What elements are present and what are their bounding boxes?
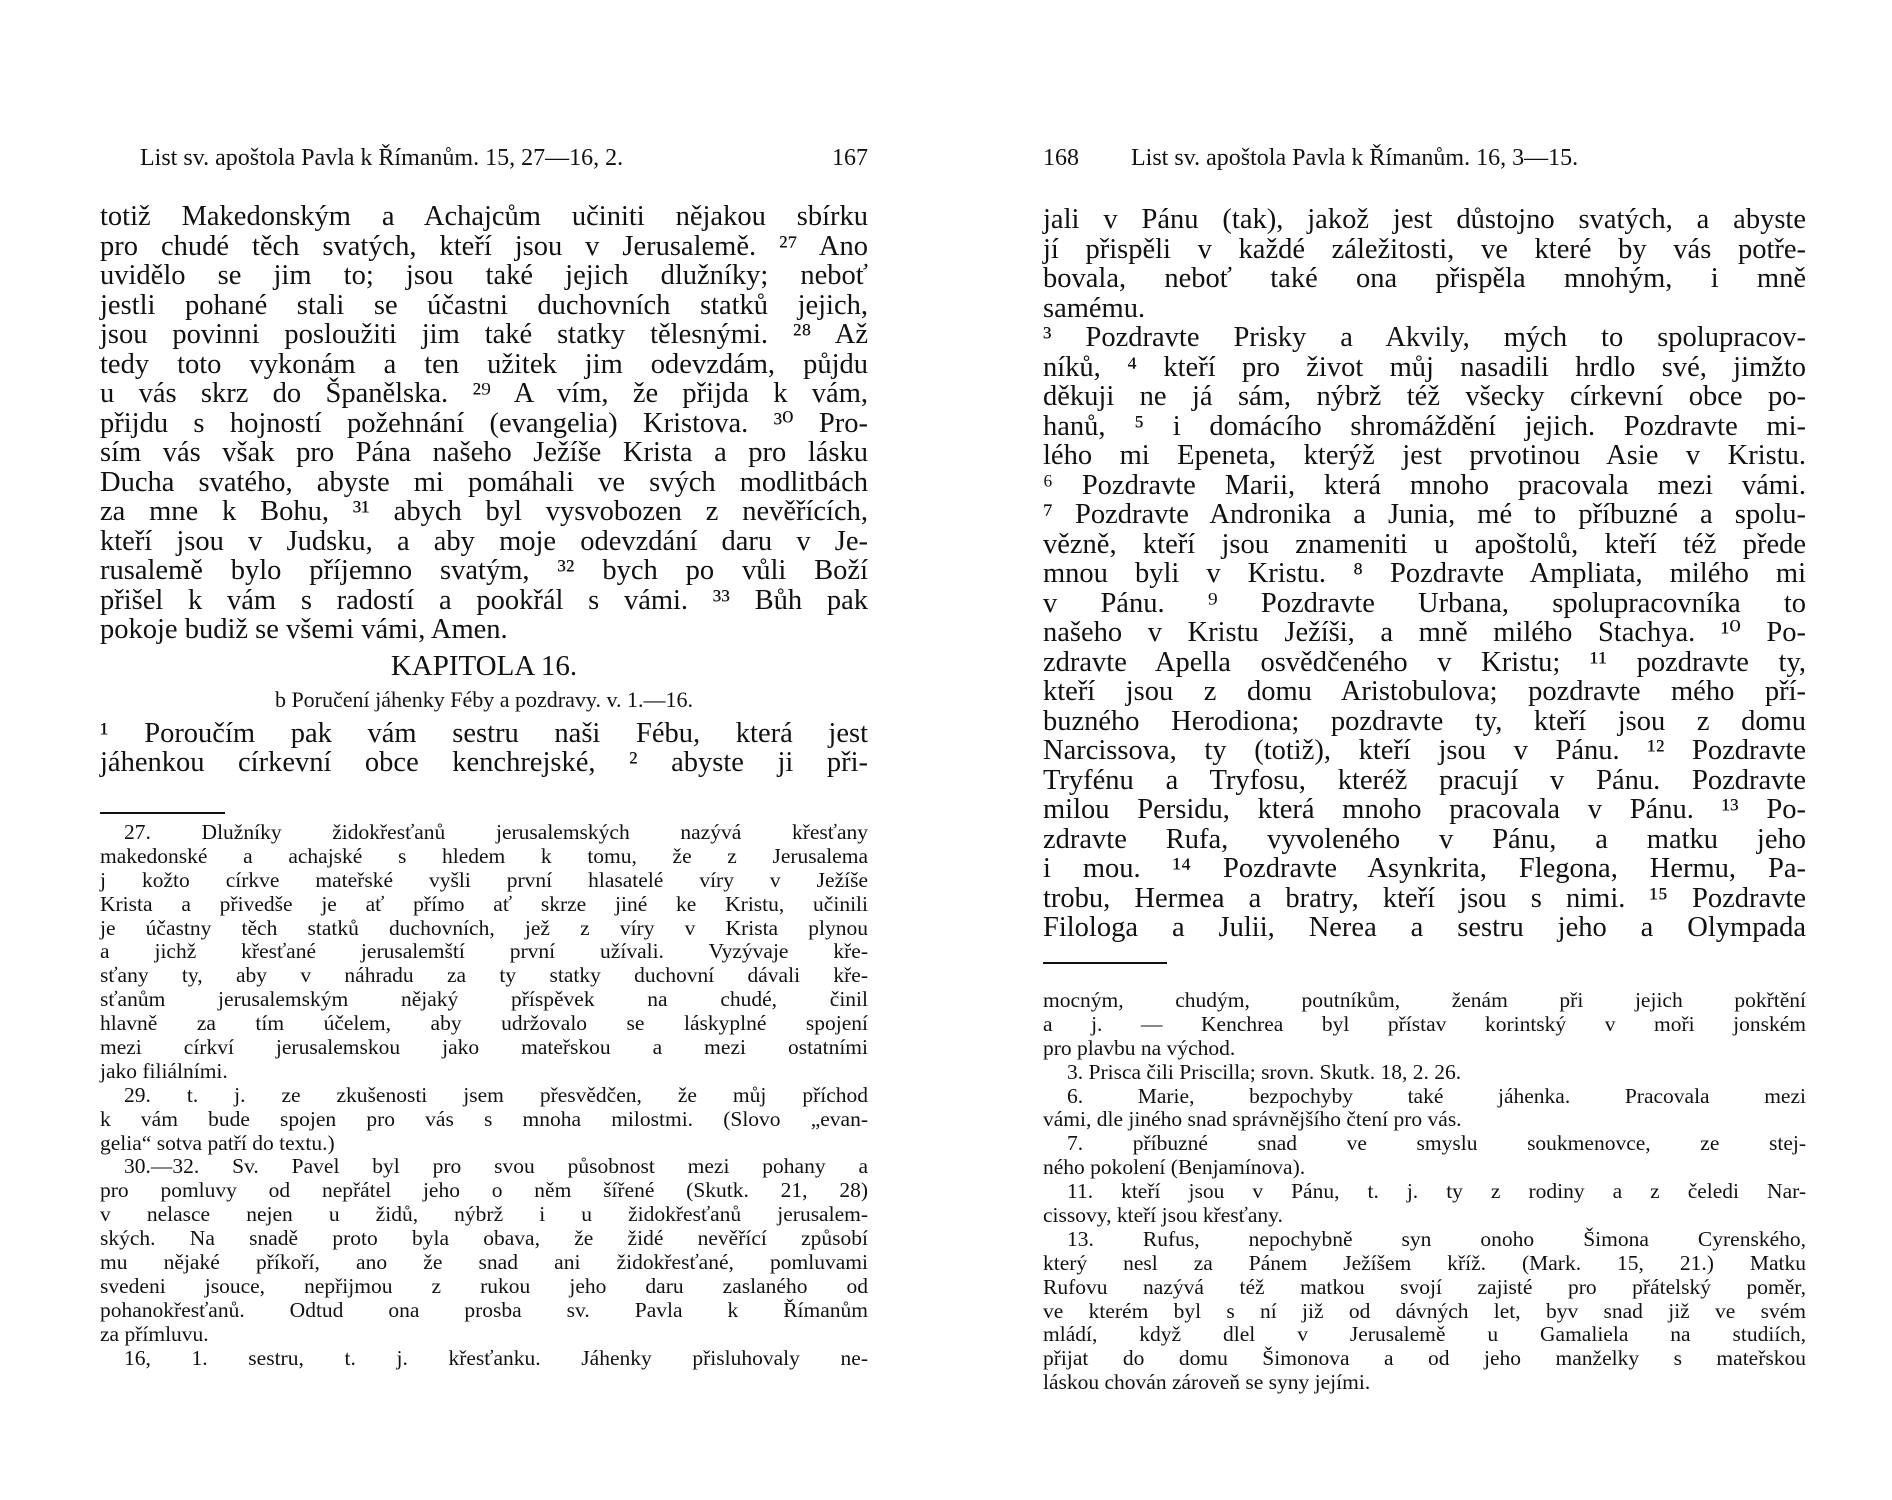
- footnote-line: mládí, když dlel v Jerusalemě u Gamaliela na studiích,: [1043, 1322, 1806, 1347]
- text-line: totiž Makedonským a Achajcům učiniti nějakou sbírku: [100, 201, 868, 232]
- footnote-line: Rufovu nazývá též matkou svojí zajisté pro přátelský poměr,: [1043, 1274, 1806, 1299]
- footnote-line: vámi, dle jiného snad správnějšího čtení pro vás.: [1043, 1107, 1462, 1132]
- text-line: u vás skrz do Španělska. ²⁹ A vím, že přijda k vám,: [100, 378, 868, 409]
- text-line: bovala, neboť také ona přispěla mnohým, i mně: [1043, 263, 1806, 294]
- text-line: v Pánu. ⁹ Pozdravte Urbana, spolupracovníka to: [1043, 587, 1806, 619]
- footnote-line: přijat do domu Šimonova a od jeho manželky s mateřskou: [1043, 1346, 1806, 1371]
- text-line: ⁶ Pozdravte Marii, která mnoho pracovala mezi vámi.: [1043, 469, 1806, 501]
- text-line: kteří jsou z domu Aristobulova; pozdravte mého pří-: [1043, 676, 1806, 707]
- text-line: zdravte Apella osvědčeného v Kristu; ¹¹ pozdravte ty,: [1043, 646, 1806, 678]
- footnote-divider: [1043, 962, 1167, 964]
- footnote-line: pro plavbu na východ.: [1043, 1035, 1236, 1060]
- text-line: tedy toto vykonám a ten užitek jim odevzdám, půjdu: [100, 348, 868, 380]
- footnote-line: sťany ty, aby v náhradu za ty statky duchovní dávali kře-: [100, 963, 868, 988]
- text-line: Narcissova, ty (totiž), kteří jsou v Pánu. ¹² Pozdravte: [1043, 735, 1806, 766]
- right-body-text: [1043, 205, 1806, 943]
- footnote-line: makedonské a achajské s hledem k tomu, že z Jerusalema: [100, 843, 868, 868]
- text-line: našeho v Kristu Ježíši, a mně milého Stachya. ¹⁰ Po-: [1043, 617, 1806, 648]
- text-line: děkuji ne já sám, nýbrž též všecky církevní obce po-: [1043, 381, 1806, 412]
- text-line: pro chudé těch svatých, kteří jsou v Jerusalemě. ²⁷ Ano: [100, 230, 868, 262]
- text-line: Ducha svatého, abyste mi pomáhali ve svých modlitbách: [100, 466, 868, 498]
- text-line: sím vás však pro Pána našeho Ježíše Krista a pro lásku: [100, 437, 868, 468]
- footnote-line: ného pokolení (Benjamínova).: [1043, 1155, 1306, 1180]
- footnote-line: pohanokřesťanů. Odtud ona prosba sv. Pavla k Římanům: [100, 1297, 868, 1322]
- right-page-number: 168: [1043, 145, 1079, 171]
- footnote-line: ve kterém byl s ní již od dávných let, byv snad již ve svém: [1043, 1298, 1806, 1323]
- footnote-line: mezi církví jerusalemskou jako mateřskou a mezi ostatními: [100, 1035, 868, 1060]
- right-footnotes: [1043, 989, 1806, 1395]
- text-line: rusalemě bylo příjemno svatým, ³² bych po vůli Boží: [100, 555, 868, 586]
- text-line: jali v Pánu (tak), jakož jest důstojno svatých, a abyste: [1043, 204, 1806, 235]
- footnote-line: 29. t. j. ze zkušenosti jsem přesvědčen, že můj příchod: [124, 1082, 868, 1107]
- footnote-line: 13. Rufus, nepochybně syn onoho Šimona Cyrenského,: [1067, 1226, 1806, 1251]
- text-line: jsou povinni posloužiti jim také statky tělesnými. ²⁸ Až: [100, 319, 868, 350]
- text-line: přijdu s hojností požehnání (evangelia) Kristova. ³⁰ Pro-: [100, 407, 868, 439]
- footnote-line: jako filiálními.: [100, 1058, 228, 1083]
- left-running-header: [100, 143, 868, 173]
- footnote-line: v nelasce nejen u židů, nýbrž i u židokřesťanů jerusalem-: [100, 1202, 868, 1227]
- right-running-header: [1043, 143, 1806, 173]
- footnote-line: láskou chován zároveň se syny jejími.: [1043, 1370, 1371, 1395]
- text-line: milou Persidu, která mnoho pracovala v Pánu. ¹³ Po-: [1043, 794, 1806, 825]
- text-line: jáhenkou církevní obce kenchrejské, ² abyste ji při-: [100, 747, 868, 778]
- text-line: Tryfénu a Tryfosu, kteréž pracují v Pánu. Pozdravte: [1043, 764, 1806, 796]
- text-line: jí přispěli v každé záležitosti, ve které by vás potře-: [1043, 233, 1806, 265]
- footnote-line: 3. Prisca čili Priscilla; srovn. Skutk. 18, 2. 26.: [1067, 1059, 1462, 1084]
- text-line: níků, ⁴ kteří pro život můj nasadili hrdlo své, jimžto: [1043, 351, 1806, 383]
- left-body-text: [100, 202, 868, 778]
- footnote-line: 16, 1. sestru, t. j. křesťanku. Jáhenky přisluhovaly ne-: [124, 1345, 868, 1370]
- chapter-heading: KAPITOLA 16.: [390, 649, 578, 682]
- footnote-line: cissovy, kteří jsou křesťany.: [1043, 1203, 1283, 1228]
- text-line: pokoje budiž se všemi vámi, Amen.: [100, 614, 508, 645]
- text-line: Filologa a Julii, Nerea a sestru jeho a Olympada: [1043, 912, 1806, 943]
- text-line: trobu, Hermea a bratry, kteří jsou s nimi. ¹⁵ Pozdravte: [1043, 882, 1806, 914]
- text-line: jestli pohané stali se účastni duchovních statků jejich,: [100, 289, 868, 321]
- footnote-line: 27. Dlužníky židokřesťanů jerusalemských nazývá křesťany: [124, 820, 868, 844]
- text-line: hanů, ⁵ i domácího shromáždění jejich. Pozdravte mi-: [1043, 410, 1806, 442]
- text-line: buzného Herodiona; pozdravte ty, kteří jsou z domu: [1043, 705, 1806, 737]
- left-page-number: 167: [832, 145, 868, 171]
- footnote-line: 7. příbuzné snad ve smyslu soukmenovce, ze stej-: [1067, 1131, 1806, 1156]
- footnote-line: j kožto církve mateřské vyšli první hlasatelé víry v Ježíše: [100, 867, 868, 892]
- text-line: přišel k vám s radostí a pookřál s vámi. ³³ Bůh pak: [100, 584, 868, 616]
- footnote-line: mocným, chudým, poutníkům, ženám při jejich pokřtění: [1043, 988, 1806, 1012]
- footnote-line: 6. Marie, bezpochyby také jáhenka. Pracovala mezi: [1067, 1083, 1806, 1108]
- footnote-line: mu nějaké příkoří, ano že snad ani židokřesťané, pomluvami: [100, 1250, 868, 1275]
- text-line: zdravte Rufa, vyvoleného v Pánu, a matku jeho: [1043, 823, 1806, 855]
- right-header-title: List sv. apoštola Pavla k Římanům. 16, 3—15.: [1131, 145, 1579, 171]
- footnote-line: Krista a přivedše je ať přímo ať skrze jiné ke Kristu, učinili: [100, 891, 868, 916]
- text-line: mnou byli v Kristu. ⁸ Pozdravte Ampliata, milého mi: [1043, 558, 1806, 589]
- footnote-line: ských. Na snadě proto byla obava, že židé nevěřící způsobí: [100, 1226, 868, 1251]
- text-line: vězně, kteří jsou znameniti u apoštolů, kteří též přede: [1043, 528, 1806, 560]
- text-line: ³ Pozdravte Prisky a Akvily, mých to spolupracov-: [1043, 322, 1806, 353]
- text-line: i mou. ¹⁴ Pozdravte Asynkrita, Flegona, Hermu, Pa-: [1043, 853, 1806, 884]
- footnote-line: svedeni jsouce, nepřijmou z rukou jeho daru zaslaného od: [100, 1273, 868, 1298]
- footnote-line: 11. kteří jsou v Pánu, t. j. ty z rodiny a z čeledi Nar-: [1067, 1179, 1806, 1204]
- text-line: ¹ Poroučím pak vám sestru naši Fébu, která jest: [100, 717, 868, 749]
- text-line: za mne k Bohu, ³¹ abych byl vysvobozen z nevěřících,: [100, 496, 868, 527]
- text-line: kteří jsou v Judsku, a aby moje odevzdání daru v Je-: [100, 525, 868, 557]
- left-header-title: List sv. apoštola Pavla k Římanům. 15, 27—16, 2.: [140, 145, 624, 171]
- footnote-line: hlavně za tím účelem, aby udržovalo se láskyplné spojení: [100, 1011, 868, 1036]
- footnote-line: a jichž křesťané jerusalemští první užívali. Vyzývaje kře-: [100, 939, 868, 964]
- text-line: samému.: [1043, 292, 1146, 324]
- text-line: lého mi Epeneta, kterýž jest prvotinou Asie v Kristu.: [1043, 440, 1806, 471]
- footnote-divider: [100, 812, 225, 814]
- footnote-line: který nesl za Pánem Ježíšem kříž. (Mark. 15, 21.) Matku: [1043, 1250, 1806, 1275]
- footnote-line: pro pomluvy od nepřátel jeho o něm šířené (Skutk. 21, 28): [100, 1178, 868, 1203]
- footnote-line: 30.—32. Sv. Pavel byl pro svou působnost mezi pohany a: [124, 1154, 868, 1179]
- footnote-line: gelia“ sotva patří do textu.): [100, 1130, 335, 1155]
- footnote-line: je účastny těch statků duchovních, jež z víry v Krista plynou: [100, 915, 868, 940]
- left-footnotes: [100, 821, 868, 1370]
- footnote-line: k vám bude spojen pro vás s mnoha milostmi. (Slovo „evan-: [100, 1106, 868, 1131]
- footnote-line: sťanům jerusalemským nějaký příspěvek na chudé, činil: [100, 987, 868, 1012]
- footnote-line: za přímluvu.: [100, 1321, 209, 1346]
- footnote-line: a j. — Kenchrea byl přístav korintský v moři jonském: [1043, 1011, 1806, 1036]
- text-line: ⁷ Pozdravte Andronika a Junia, mé to příbuzné a spolu-: [1043, 499, 1806, 530]
- chapter-subheading: b Poručení jáhenky Féby a pozdravy. v. 1.—16.: [274, 686, 694, 712]
- text-line: uvidělo se jim to; jsou také jejich dlužníky; neboť: [100, 260, 868, 291]
